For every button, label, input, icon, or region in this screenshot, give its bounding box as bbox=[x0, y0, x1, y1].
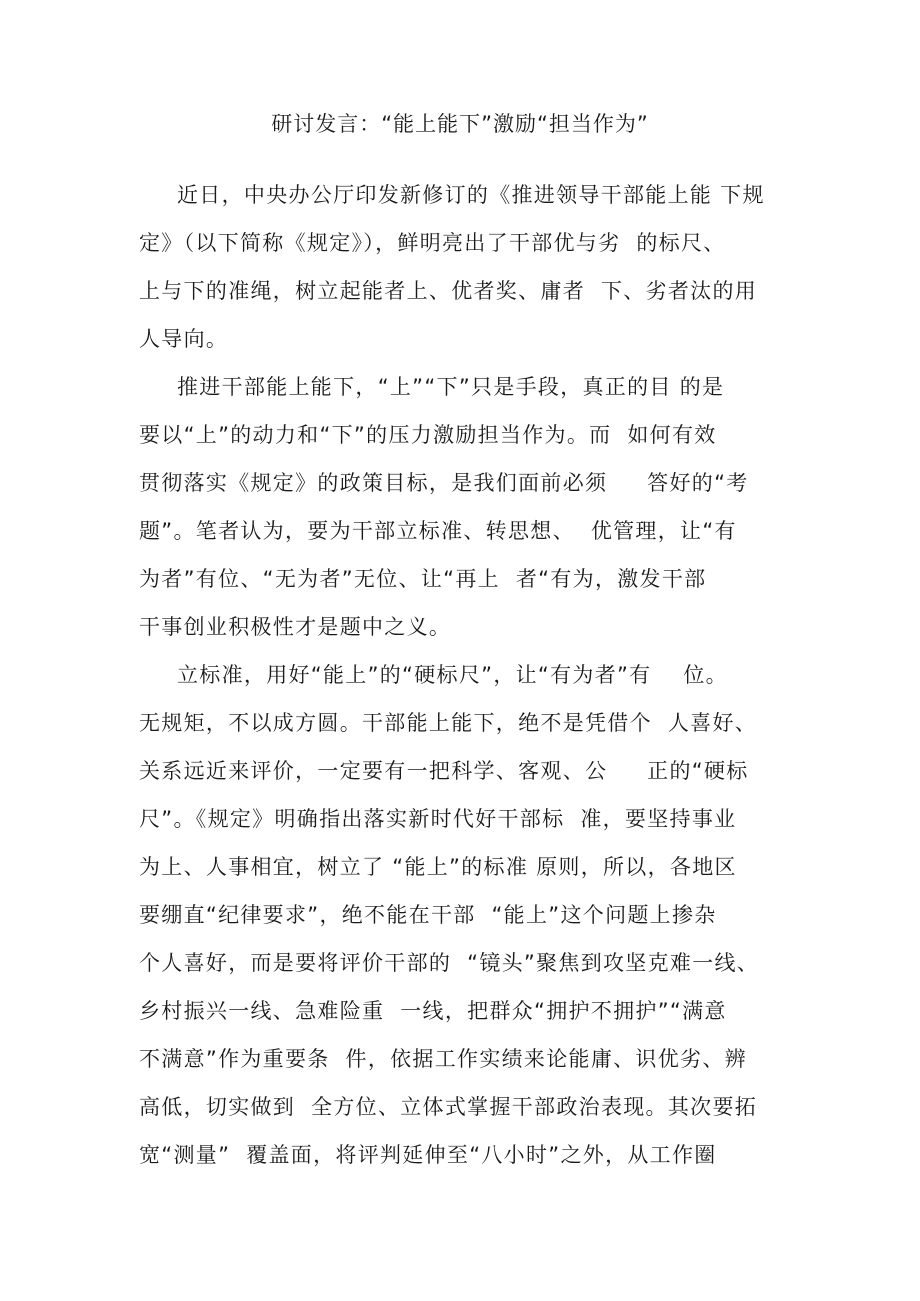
text-line: 上与下的准绳，树立起能者上、优者奖、庸者 下、劣者汰的用 bbox=[139, 279, 758, 303]
text-line: 立标准，用好“能上”的“硬标尺”，让“有为者”有 位。 bbox=[177, 663, 728, 687]
text-line: 要以“上”的动力和“下”的压力激励担当作为。而 如何有效 bbox=[139, 423, 717, 447]
text-line: 推进干部能上能下，“上”“下”只是手段，真正的目 的是 bbox=[177, 375, 725, 399]
document-title: 研讨发言：“能上能下”激励“担当作为” bbox=[271, 112, 649, 136]
text-line: 尺”。《规定》明确指出落实新时代好干部标 准，要坚持事业 bbox=[139, 807, 737, 831]
text-line: 贯彻落实《规定》的政策目标，是我们面前必须 答好的“考 bbox=[139, 471, 749, 495]
text-line: 个人喜好，而是要将评价干部的 “镜头”聚焦到攻坚克难一线、 bbox=[139, 951, 760, 975]
text-line: 宽“测量” 覆盖面，将评判延伸至“八小时”之外，从工作圈 bbox=[139, 1143, 717, 1167]
text-line: 要绷直“纪律要求”，绝不能在干部 “能上”这个问题上掺杂 bbox=[139, 903, 717, 927]
text-line: 定》（以下简称《规定》），鲜明亮出了干部优与劣 的标尺、 bbox=[139, 231, 726, 255]
text-line: 为者”有位、“无为者”无位、让“再上 者“有为，激发干部 bbox=[139, 567, 707, 591]
text-line: 干事创业积极性才是题中之义。 bbox=[139, 615, 452, 639]
text-line: 为上、人事相宜，树立了 “能上”的标准 原则，所以，各地区 bbox=[139, 855, 737, 879]
text-line: 近日，中央办公厅印发新修订的《推进领导干部能上能 下规 bbox=[177, 183, 765, 207]
text-line: 关系远近来评价，一定要有一把科学、客观、公 正的“硬标 bbox=[139, 759, 749, 783]
text-line: 人导向。 bbox=[139, 327, 229, 351]
text-line: 无规矩，不以成方圆。干部能上能下，绝不是凭借个 人喜好、 bbox=[139, 711, 758, 735]
text-line: 题”。笔者认为，要为干部立标准、转思想、 优管理，让“有 bbox=[139, 519, 737, 543]
text-line: 乡村振兴一线、急难险重 一线，把群众“拥护不拥护”“满意 bbox=[139, 999, 727, 1023]
text-line: 不满意”作为重要条 件，依据工作实绩来论能庸、识优劣、辨 bbox=[139, 1047, 747, 1071]
text-line: 高低，切实做到 全方位、立体式掌握干部政治表现。其次要拓 bbox=[139, 1095, 758, 1119]
